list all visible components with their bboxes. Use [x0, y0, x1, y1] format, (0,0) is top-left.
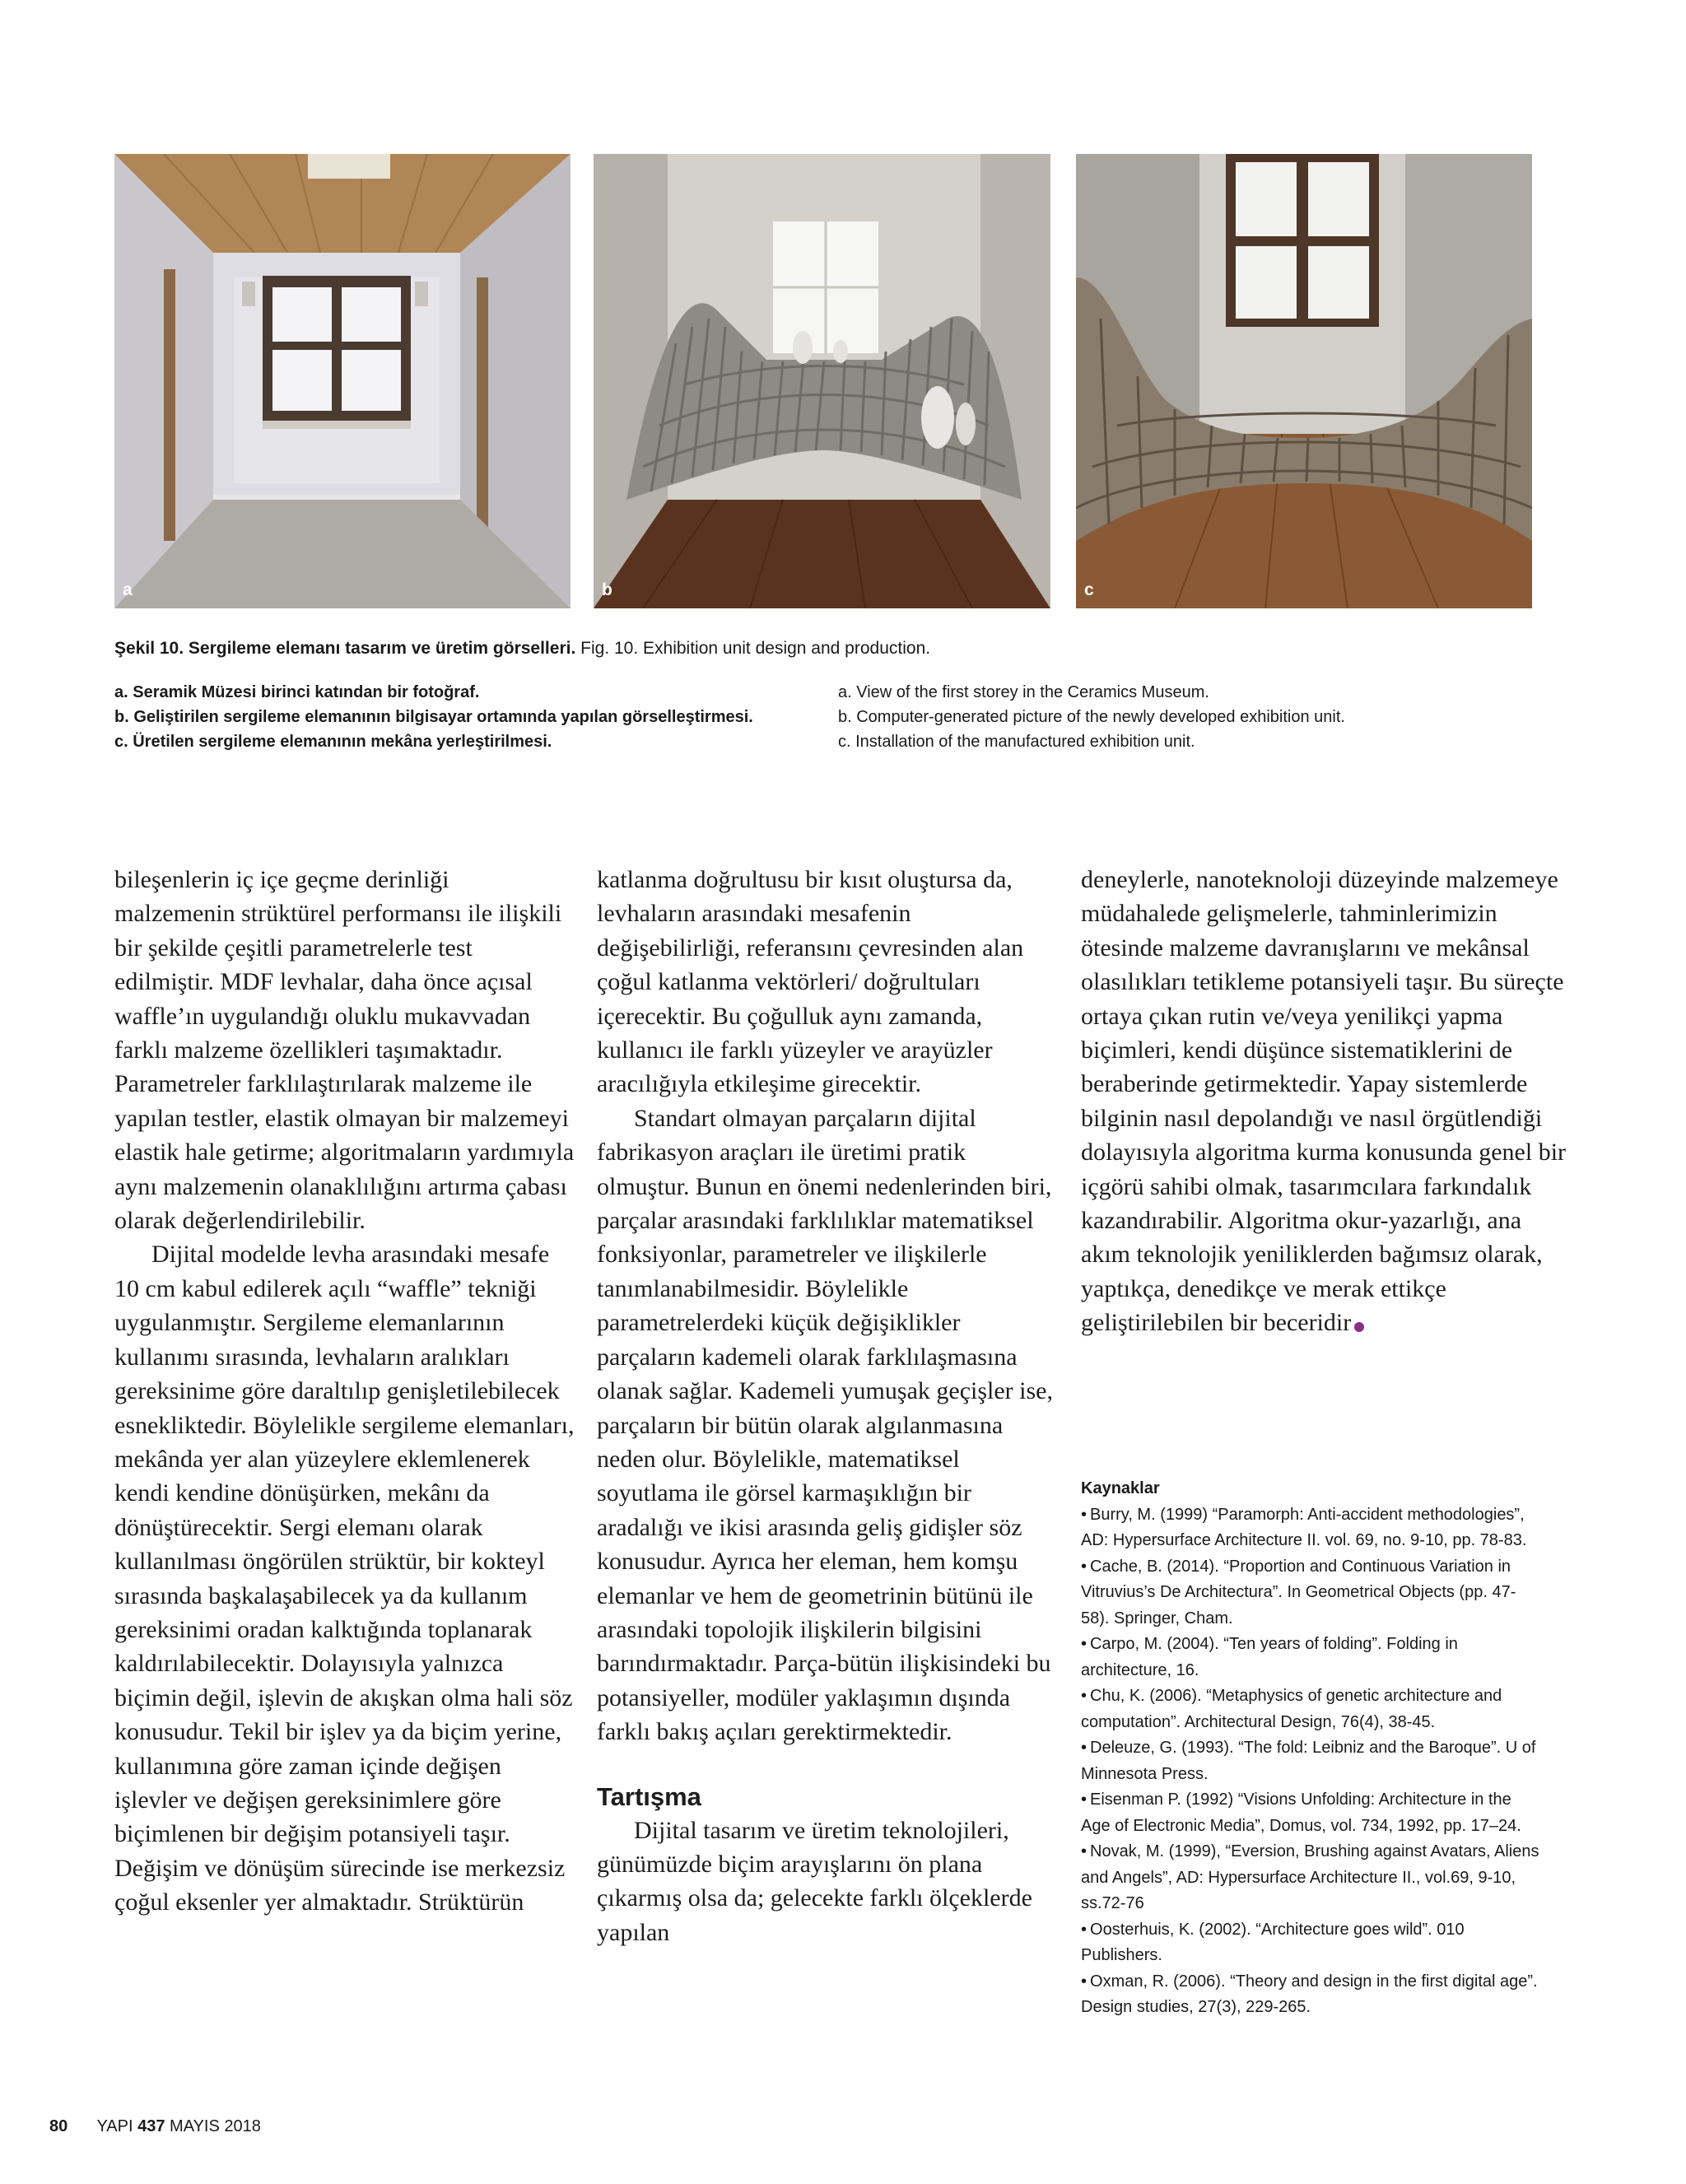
issue-date: MAYIS 2018: [170, 2117, 261, 2135]
caption-en-a: a. View of the first storey in the Ceramics Museum.: [838, 683, 1209, 701]
caption-tr-a: a. Seramik Müzesi birinci katından bir fotoğraf.: [114, 683, 480, 701]
caption-tr-c: c. Üretilen sergileme elemanının mekâna yerleştirilmesi.: [114, 733, 552, 751]
end-mark-icon: [1354, 1322, 1364, 1332]
paragraph-text: deneylerle, nanoteknoloji düzeyinde malzemeye müdahalede gelişmelerle, tahminlerimizin ötesinde malzeme davranışlarını ve mekânsal olasılıkları tetikleme potansiyeli taşır. Bu süreçte ortaya çıkan rutin ve/veya yenilikçi yapma biçimleri, kendi düşünce sistematiklerini de beraberinde getirmektedir. Yapay sistemlerde bilginin nasıl depolandığı ve nasıl örgütlendiği dolayısıyla algoritma kurma konusunda genel bir içgörü sahibi olmak, tasarımcılara farkındalık kazandırabilir. Algoritma okur-yazarlığı, ana akım teknolojik yeniliklerden bağımsız olarak, yaptıkça, denedikçe ve merak ettikçe geliştirilebilen bir beceridir: [1081, 866, 1567, 1337]
caption-en-c: c. Installation of the manufactured exhibition unit.: [838, 733, 1195, 751]
reference-item: • Oxman, R. (2006). “Theory and design in the first digital age”. Design studies, 27(3), 229-265.: [1081, 1969, 1542, 2021]
reference-item: • Chu, K. (2006). “Metaphysics of genetic architecture and computation”. Architectural Design, 76(4), 38-45.: [1081, 1683, 1542, 1735]
magazine-name: YAPI: [96, 2117, 133, 2135]
photo-label-c: c: [1084, 580, 1094, 599]
page-footer: [49, 2117, 261, 2136]
caption-tr-b: b. Geliştirilen sergileme elemanının bilgisayar ortamında yapılan görselleştirmesi.: [114, 708, 753, 726]
reference-item: • Novak, M. (1999), “Eversion, Brushing against Avatars, Aliens and Angels”, AD: Hypersurface Architecture II., vol.69, 9-10, ss.72-76: [1081, 1839, 1542, 1917]
page-number: 80: [49, 2117, 68, 2135]
figure-caption-title-tr: Şekil 10. Sergileme elemanı tasarım ve üretim görselleri.: [114, 639, 576, 658]
references-title: Kaynaklar: [1081, 1479, 1160, 1497]
reference-item: • Cache, B. (2014). “Proportion and Continuous Variation in Vitruvius’s De Architectura”. In Geometrical Objects (pp. 47-58). Springer, Cham.: [1081, 1554, 1542, 1632]
rendered-exhibition-unit-image: [594, 154, 1050, 608]
empty-room-image: [114, 154, 571, 608]
issue-number: 437: [137, 2117, 165, 2135]
photo-label-b: b: [602, 580, 612, 599]
body-column-3: [1081, 863, 1575, 1340]
figure-photo-a: [114, 154, 571, 608]
caption-en-b: b. Computer-generated picture of the newly developed exhibition unit.: [838, 708, 1345, 726]
paragraph: bileşenlerin iç içe geçme derinliği malzemenin strüktürel performansı ile ilişkili bir şekilde çeşitli parametrelerle test edilmiştir. MDF levhalar, daha önce açısal waffle’ın uygulandığı oluklu mukavvadan farklı malzeme özellikleri taşımaktadır. Parametreler farklılaştırılarak malzeme ile yapılan testler, elastik olmayan bir malzemeyi elastik hale getirme; algoritmaların yardımıyla aynı malzemenin olanaklılığını artırma çabası olarak değerlendirilebilir.: [114, 866, 575, 1235]
reference-item: • Eisenman P. (1992) “Visions Unfolding: Architecture in the Age of Electronic Media”, Domus, vol. 734, 1992, pp. 17–24.: [1081, 1787, 1542, 1839]
figure-captions-tr: [114, 680, 753, 754]
references: [1081, 1476, 1542, 2021]
section-heading: Tartışma: [597, 1781, 701, 1811]
paragraph: Dijital modelde levha arasındaki mesafe 10 cm kabul edilerek açılı “waffle” tekniği uygulanmıştır. Sergileme elemanlarının kullanımı sırasında, levhaların aralıkları gereksinime göre daraltılıp genişletilebilecek esnekliktedir. Böylelikle sergileme elemanları, mekânda yer alan yüzeylere eklemlenerek kendi kendine dönüşürken, mekânı da dönüştürecektir. Sergi elemanı olarak kullanılması öngörülen strüktür, bir kokteyl sırasında başkalaşabilecek ya da kullanım gereksinimi oradan kalktığında toplanarak kaldırılabilecektir. Dolayısıyla yalnızca biçimin değil, işlevin de akışkan olma hali söz konusudur. Tekil bir işlev ya da biçim yerine, kullanımına göre zaman içinde değişen işlevler ve değişen gereksinimlere göre biçimlenen bir değişim potansiyeli taşır. Değişim ve dönüşüm sürecinde ise merkezsiz çoğul eksenler yer almaktadır. Strüktürün: [114, 1241, 575, 1916]
photo-label-a: a: [123, 580, 133, 599]
figure-captions-en: [838, 680, 1345, 754]
paragraph: Standart olmayan parçaların dijital fabrikasyon araçları ile üretimi pratik olmuştur. Bunun en önemi nedenlerinden biri, parçalar arasındaki farklılıklar matematiksel fonksiyonlar, parametreler ve ilişkilerle tanımlanabilmesidir. Böylelikle parametrelerdeki küçük değişiklikler parçaların kademeli olarak farklılaşmasına olanak sağlar. Kademeli yumuşak geçişler ise, parçaların bir bütün olarak algılanmasına neden olur. Böylelikle, matematiksel soyutlama ile görsel karmaşıklığın bir aradalığı ve ikisi arasında geliş gidişler söz konusudur. Ayrıca her eleman, hem komşu elemanlar ve hem de geometrinin bütünü ile arasındaki topolojik ilişkilerin bilgisini barındırmaktadır. Parça-bütün ilişkisindeki bu potansiyeller, modüler yaklaşımın dışında farklı bakış açıları gerektirmektedir.: [597, 1104, 1053, 1746]
figure-caption-title-en: Fig. 10. Exhibition unit design and production.: [580, 639, 931, 658]
reference-item: • Burry, M. (1999) “Paramorph: Anti-accident methodologies”, AD: Hypersurface Architecture II. vol. 69, no. 9-10, pp. 78-83.: [1081, 1502, 1542, 1554]
body-column-1: [114, 863, 575, 1920]
paragraph: katlanma doğrultusu bir kısıt oluştursa da, levhaların arasındaki mesafenin değişebilirliği, referansını çevresinden alan çoğul katlanma vektörleri/ doğrultuları içerecektir. Bu çoğulluk aynı zamanda, kullanıcı ile farklı yüzeyler ve arayüzler aracılığıyla etkileşime girecektir.: [597, 866, 1024, 1098]
figure-caption-title: [114, 639, 930, 659]
figure-photo-b: [594, 154, 1050, 608]
reference-item: • Carpo, M. (2004). “Ten years of folding”. Folding in architecture, 16.: [1081, 1632, 1542, 1683]
paragraph: Dijital tasarım ve üretim teknolojileri, günümüzde biçim arayışlarını ön plana çıkarmış olsa da; gelecekte farklı ölçeklerde yapılan: [597, 1816, 1032, 1946]
figure-photo-c: [1076, 154, 1532, 608]
reference-item: • Deleuze, G. (1993). “The fold: Leibniz and the Baroque”. U of Minnesota Press.: [1081, 1735, 1542, 1787]
reference-item: • Oosterhuis, K. (2002). “Architecture goes wild”. 010 Publishers.: [1081, 1917, 1542, 1969]
paragraph: [1081, 863, 1575, 1340]
body-column-2: [597, 863, 1058, 1949]
installed-exhibition-unit-image: [1076, 154, 1532, 608]
